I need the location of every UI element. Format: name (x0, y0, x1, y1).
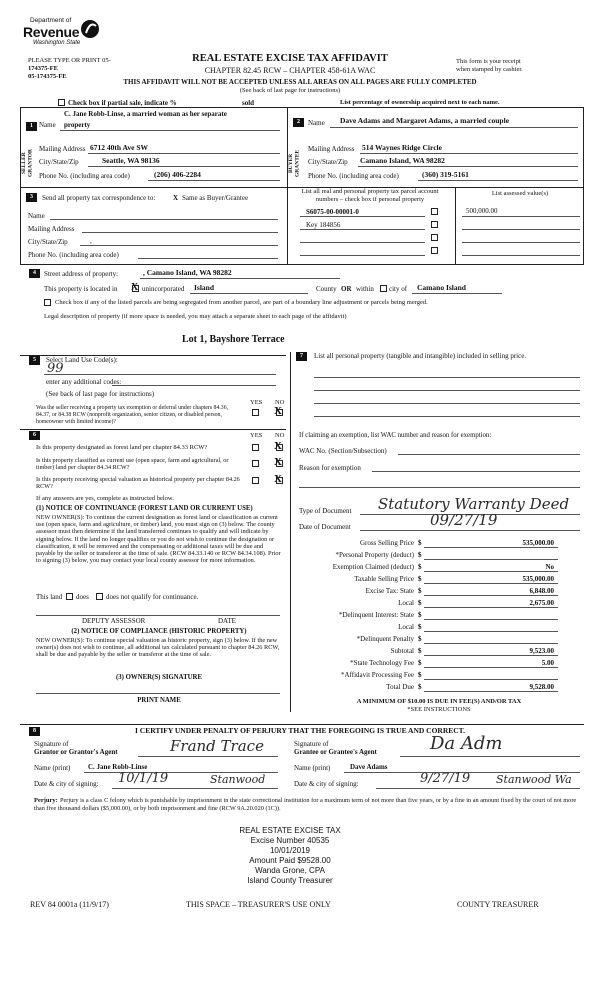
land-does-not-checkbox[interactable] (96, 593, 103, 600)
partial-sale-label: Check box if partial sale, indicate % (68, 99, 177, 107)
receipt-note-1: This form is your receipt (456, 58, 521, 65)
see-instructions-note: *SEE INSTRUCTIONS (407, 706, 471, 713)
dollar-sign: $ (418, 611, 422, 619)
buyer-phone-label: Phone No. (including area code) (308, 172, 399, 180)
excise-local-label: Local (398, 599, 414, 607)
see-back-note: (See back of last page for instructions) (239, 87, 341, 94)
street-address-value[interactable]: , Camano Island, WA 98282 (143, 268, 232, 277)
taxable-price-value[interactable]: 535,000.00 (522, 575, 554, 583)
grantor-signature[interactable]: Frand Trace (170, 737, 264, 755)
date-of-document-label: Date of Document (299, 523, 351, 531)
within-label: within (356, 285, 374, 293)
segregated-label: Check box if any of the listed parcels are being segregated from another parcel, are part of a boundary line adjustment or parcels being merged. (55, 299, 428, 306)
continuance-body: NEW OWNER(S): To continue the current designation as forest land or classification as current use (open space, farm and agriculture, or timber) land, you must sign on (3) below. The county assessor must then determine if the land transferred continues to qualify and will indicate by signing below. If the land no longer qualifies or you do not wish to continue the designation or classification, it will be removed and the compensating or additional taxes will be due and payable by the seller or transferor at the time of sale. (RCW 84.33.140 or RCW 84.34.108). Prior to signing (3) below, you may contact your local county assessor for more information. (36, 514, 281, 565)
date-of-document-value[interactable]: 09/27/19 (430, 511, 498, 529)
compliance-body: NEW OWNER(S): To continue special valuation as historic property, sign (3) below. If the new owner(s) does not wish to continue, all additional tax calculated pursuant to chapter 84.26 RCW, shall be due and payable by the seller or transferor at the time of sale. (36, 637, 280, 659)
corr-name-label: Name (28, 212, 45, 220)
dollar-sign: $ (418, 539, 422, 547)
correspondence-x-mark[interactable]: X (173, 194, 179, 202)
corr-address-label: Mailing Address (28, 225, 75, 233)
grantee-signature-label-2: Grantee or Grantee's Agent (294, 748, 377, 756)
city-of-value[interactable]: Camano Island (417, 283, 466, 292)
forest-land-question: Is this property designated as forest land per chapter 84.33 RCW? (36, 444, 208, 451)
delinquent-interest-label: *Delinquent Interest: State (338, 611, 414, 619)
parcel-list-header: List all real and personal property tax parcel account numbers – check box if personal property (301, 188, 439, 203)
grantor-signing-date[interactable]: 10/1/19 (118, 771, 169, 786)
historic-no-x-mark: X (274, 473, 282, 485)
additional-codes-label: enter any additional codes: (46, 378, 122, 386)
exemption-no-x-mark: X (274, 405, 282, 417)
legal-description-label: Legal description of property (if more space is needed, you may attach a separate sheet to each page of the affidavit) (44, 313, 347, 320)
section-4-number: 4 (29, 269, 40, 278)
no-header: NO (275, 399, 285, 406)
technology-fee-value[interactable]: 5.00 (541, 659, 554, 667)
type-or-print: PLEASE TYPE OR PRINT 05- (28, 57, 111, 64)
county-treasurer-label: COUNTY TREASURER (457, 900, 539, 909)
grantor-signature-label-2: Grantor or Grantor's Agent (34, 748, 118, 756)
yes-header: YES (250, 399, 263, 406)
seller-name-line2[interactable]: property (64, 121, 91, 129)
parcel-2-number[interactable]: Key 184856 (306, 221, 341, 229)
city-of-label: city of (389, 285, 408, 293)
excise-local-value[interactable]: 2,675.00 (529, 599, 554, 607)
land-does-not-label: does not qualify for continuance. (106, 593, 199, 601)
exemption-reason-label: Reason for exemption (299, 464, 361, 472)
segregated-checkbox[interactable] (44, 299, 51, 306)
stamp-line-2: Excise Number 40535 (250, 836, 330, 845)
buyer-address-label: Mailing Address (308, 145, 355, 153)
gross-price-label: Gross Selling Price (359, 539, 414, 547)
located-in-label: This property is located in (44, 285, 118, 293)
legal-description-value[interactable]: Lot 1, Bayshore Terrace (182, 334, 285, 345)
owner-signature-label: (3) OWNER(S) SIGNATURE (116, 674, 202, 681)
partial-sale-checkbox[interactable] (58, 99, 65, 106)
parcel-3-personal-checkbox[interactable] (431, 234, 438, 241)
buyer-grantee-side-label: BUYER GRANTEE (288, 149, 301, 177)
logo-revenue: Revenue (23, 24, 80, 40)
land-use-label: Select Land Use Code(s): (46, 356, 118, 364)
corr-city-label: City/State/Zip (28, 238, 68, 246)
grantee-print-label: Name (print) (294, 764, 331, 772)
same-as-buyer-label: Same as Buyer/Grantee (182, 194, 249, 202)
buyer-city-label: City/State/Zip (308, 158, 348, 166)
type-of-document-label: Type of Document (299, 507, 352, 515)
parcel-1-personal-checkbox[interactable] (431, 208, 438, 215)
receipt-note-2: when stamped by cashier. (456, 66, 523, 73)
parcel-4-personal-checkbox[interactable] (431, 247, 438, 254)
corr-phone-label: Phone No. (including area code) (28, 251, 119, 259)
seller-address-label: Mailing Address (39, 145, 86, 153)
dollar-sign: $ (418, 671, 422, 679)
stamp-line-6: Island County Treasurer (247, 876, 333, 885)
print-name-label: PRINT NAME (137, 697, 181, 704)
stamp-line-4: Amount Paid $9528.00 (249, 856, 331, 865)
grantee-print-name[interactable]: Dave Adams (350, 763, 388, 771)
wac-number-label: WAC No. (Section/Subsection) (299, 447, 387, 455)
buyer-phone-value[interactable]: (360) 319-5161 (422, 170, 469, 179)
form-warning: THIS AFFIDAVIT WILL NOT BE ACCEPTED UNLESS ALL AREAS ON ALL PAGES ARE FULLY COMPLETED (123, 78, 477, 86)
grantor-print-name[interactable]: C. Jane Robb-Linse (88, 763, 148, 771)
seller-phone-label: Phone No. (including area code) (39, 172, 130, 180)
stamp-line-3: 10/01/2019 (269, 846, 311, 855)
logo-dept: Department of (30, 17, 72, 24)
sold-label: sold (242, 99, 255, 107)
continuance-title: (1) NOTICE OF CONTINUANCE (FOREST LAND OR CURRENT USE) (36, 505, 253, 512)
section-8-number: 8 (29, 727, 40, 736)
exemption-deduct-label: Exemption Claimed (deduct) (332, 563, 414, 571)
unincorporated-label: unincorporated (142, 285, 185, 293)
section-5-number: 5 (29, 356, 40, 365)
current-use-no-x-mark: X (274, 456, 282, 468)
grantee-date-city-label: Date & city of signing: (294, 780, 359, 788)
revenue-emblem-icon (80, 18, 100, 40)
compliance-title: (2) NOTICE OF COMPLIANCE (HISTORIC PROPERTY) (71, 628, 247, 635)
affidavit-fee-label: *Affidavit Processing Fee (341, 671, 414, 679)
s6-yes-header: YES (250, 432, 263, 439)
grantee-signature[interactable]: Da Adm (430, 733, 503, 754)
grantor-signing-city[interactable]: Stanwood (210, 773, 266, 786)
list-percentage-note: List percentage of ownership acquired next to each name. (340, 99, 500, 106)
stamp-line-1: REAL ESTATE EXCISE TAX (239, 826, 341, 835)
total-due-value[interactable]: 9,528.00 (529, 683, 554, 691)
land-use-see-back: (See back of last page for instructions) (46, 390, 155, 398)
parcel-2-personal-checkbox[interactable] (431, 221, 438, 228)
technology-fee-label: *State Technology Fee (350, 659, 414, 667)
this-land-label: This land (36, 593, 63, 601)
buyer-city-value[interactable]: Camano Island, WA 98282 (360, 156, 445, 165)
dollar-sign: $ (418, 563, 422, 571)
perjury-text: Perjury is a class C felony which is punishable by imprisonment in the state correctional institution for a maximum term of not more than five years, or by a fine in an amount fixed by the court of not more than five thousand dollars ($5,000.00), or by both imprisonment and fine (RCW 9A.20.020 (1C)). (34, 797, 577, 812)
parcel-1-number[interactable]: S6075-00-00001-0 (306, 208, 359, 216)
minimum-due-note: A MINIMUM OF $10.00 IS DUE IN FEE(S) AND/OR TAX (356, 698, 522, 705)
or-label: OR (341, 285, 352, 293)
section-2-number: 2 (293, 118, 304, 127)
grantee-signature-label-1: Signature of (294, 740, 329, 748)
dollar-sign: $ (418, 635, 422, 643)
buyer-name-label: Name (308, 119, 325, 127)
grantee-signing-date[interactable]: 9/27/19 (420, 771, 471, 786)
logo-state: Washington State (33, 40, 81, 46)
subtotal-label: Subtotal (390, 647, 414, 655)
forest-yes-checkbox[interactable] (252, 444, 259, 451)
buyer-address-value[interactable]: 514 Waynes Ridge Circle (362, 143, 442, 152)
delinquent-local-label: Local (398, 623, 414, 631)
dollar-sign: $ (418, 587, 422, 595)
form-title: REAL ESTATE EXCISE TAX AFFIDAVIT (192, 53, 388, 64)
grantee-signing-city[interactable]: Stanwood Wa (496, 773, 572, 786)
dollar-sign: $ (418, 599, 422, 607)
s6-no-header: NO (275, 432, 285, 439)
seller-phone-value[interactable]: (206) 406-2284 (154, 170, 201, 179)
seller-grantor-side-label: SELLER GRANTOR (21, 149, 34, 178)
historic-question: Is this property receiving special valuation as historical property per chapter 84.26 RCW? (36, 476, 240, 490)
seller-city-label: City/State/Zip (39, 158, 79, 166)
type-of-document-value[interactable]: Statutory Warranty Deed (378, 495, 570, 513)
treasurer-use-only: THIS SPACE – TREASURER'S USE ONLY (186, 900, 331, 909)
unincorporated-x-mark: X (131, 282, 139, 293)
current-use-question: Is this property classified as current use (open space, farm and agricultural, or timber) land per chapter 84.34 RCW? (36, 457, 229, 471)
correspondence-label: Send all property tax correspondence to: (42, 194, 156, 202)
historic-yes-checkbox[interactable] (252, 477, 259, 484)
excise-state-label: Excise Tax: State (365, 587, 414, 595)
delinquent-penalty-label: *Delinquent Penalty (356, 635, 414, 643)
land-use-code-value[interactable]: 99 (47, 361, 64, 376)
dollar-sign: $ (418, 659, 422, 667)
county-label: County (316, 285, 337, 293)
forest-no-x-mark: X (274, 440, 282, 452)
corr-city-value[interactable]: , (90, 237, 92, 245)
total-due-label: Total Due (386, 683, 414, 691)
exemption-yes-checkbox[interactable] (252, 409, 259, 416)
seller-name-line1: C. Jane Robb-Linse, a married woman as her separate (64, 110, 227, 118)
dollar-sign: $ (418, 575, 422, 583)
exemption-question: Was the seller receiving a property tax exemption or deferral under chapters 84.36, 84.37, or 84.38 RCW (nonprofit organization, senior citizen, or disabled person, homeowner with limited income)? (36, 405, 229, 425)
seller-name-label: Name (39, 121, 56, 129)
exemption-claim-label: If claiming an exemption, list WAC number and reason for exemption: (299, 432, 492, 439)
county-value[interactable]: Island (194, 283, 215, 292)
dollar-sign: $ (418, 683, 422, 691)
form-chapter: CHAPTER 82.45 RCW – CHAPTER 458-61A WAC (204, 66, 376, 75)
fe-number-1: 174375-FE (28, 65, 58, 72)
assessed-value-header: List assessed value(s) (491, 190, 549, 197)
grantor-print-label: Name (print) (34, 764, 71, 772)
fe-number-2: 05-174375-FE (28, 73, 67, 80)
section-7-number: 7 (296, 352, 307, 361)
gross-price-value[interactable]: 535,000.00 (522, 539, 554, 547)
seller-address-value[interactable]: 6712 40th Ave SW (90, 143, 148, 152)
dollar-sign: $ (418, 623, 422, 631)
city-of-checkbox[interactable] (380, 285, 387, 292)
deputy-date-label: DATE (218, 617, 236, 625)
personal-property-deduct-label: *Personal Property (deduct) (335, 551, 414, 559)
certify-statement: I CERTIFY UNDER PENALTY OF PERJURY THAT THE FOREGOING IS TRUE AND CORRECT. (134, 726, 465, 735)
if-any-yes-note: If any answers are yes, complete as instructed below. (36, 495, 174, 502)
section-1-number: 1 (26, 122, 37, 131)
stamp-line-5: Wanda Grone, CPA (255, 866, 325, 875)
personal-property-label: List all personal property (tangible and intangible) included in selling price. (314, 352, 527, 360)
section-3-number: 3 (26, 193, 37, 202)
land-does-label: does (76, 593, 89, 601)
street-address-label: Street address of property: (44, 270, 119, 278)
grantor-signature-label-1: Signature of (34, 740, 69, 748)
dollar-sign: $ (418, 551, 422, 559)
current-use-yes-checkbox[interactable] (252, 460, 259, 467)
taxable-price-label: Taxable Selling Price (354, 575, 414, 583)
seller-city-value[interactable]: Seattle, WA 98136 (102, 156, 160, 165)
dollar-sign: $ (418, 647, 422, 655)
excise-state-value[interactable]: 6,848.00 (529, 587, 554, 595)
perjury-label: Perjury: (34, 797, 58, 804)
form-revision: REV 84 0001a (11/9/17) (30, 900, 109, 909)
land-does-checkbox[interactable] (66, 593, 73, 600)
grantor-date-city-label: Date & city of signing: (34, 780, 99, 788)
parcel-1-assessed-value[interactable]: 500,000.00 (466, 207, 498, 215)
exemption-value[interactable]: No (545, 563, 554, 571)
buyer-name-value[interactable]: Dave Adams and Margaret Adams, a married couple (340, 116, 510, 125)
deputy-assessor-label: DEPUTY ASSESSOR (82, 617, 146, 625)
subtotal-value[interactable]: 9,523.00 (529, 647, 554, 655)
section-6-number: 6 (29, 431, 40, 440)
